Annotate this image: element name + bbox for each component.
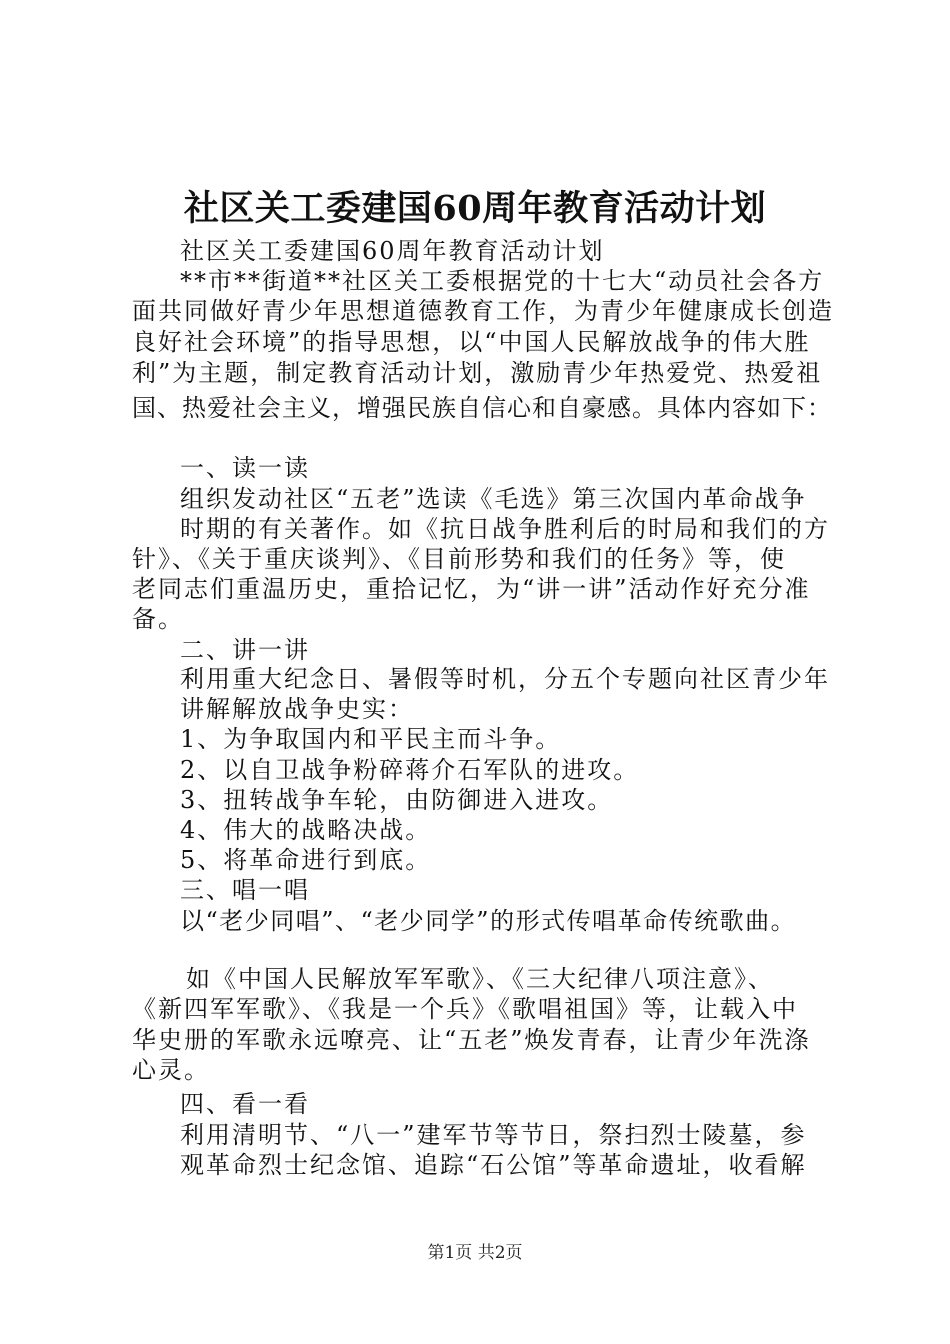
text-line: 心灵。	[132, 1056, 210, 1084]
text-line: 国、热爱社会主义，增强民族自信心和自豪感。具体内容如下：	[132, 394, 832, 422]
list-item: 5、将革命进行到底。	[180, 846, 432, 874]
list-item: 4、伟大的战略决战。	[180, 816, 432, 844]
section-heading: 二、讲一讲	[180, 636, 310, 664]
text-line: 老同志们重温历史，重拾记忆，为“讲一讲”活动作好充分准	[132, 575, 811, 603]
text-line: 利用重大纪念日、暑假等时机，分五个专题向社区青少年	[180, 665, 830, 693]
section-heading: 一、读一读	[180, 454, 310, 482]
text-line: 备。	[132, 605, 184, 633]
text-line: 利”为主题，制定教育活动计划，激励青少年热爱党、热爱祖	[132, 359, 823, 387]
text-line: 以“老少同唱”、“老少同学”的形式传唱革命传统歌曲。	[180, 907, 797, 935]
list-item: 2、以自卫战争粉碎蒋介石军队的进攻。	[180, 756, 640, 784]
section-heading: 四、看一看	[180, 1090, 310, 1118]
text-line: 组织发动社区“五老”选读《毛选》第三次国内革命战争	[180, 485, 807, 513]
text-line: 针》、《关于重庆谈判》、《目前形势和我们的任务》等，使	[132, 545, 786, 573]
page-number-footer: 第1页 共2页	[427, 1243, 523, 1263]
text-line: 如《中国人民解放军军歌》、《三大纪律八项注意》、	[186, 965, 774, 993]
text-line: 良好社会环境”的指导思想，以“中国人民解放战争的伟大胜	[132, 328, 811, 356]
text-line: 面共同做好青少年思想道德教育工作，为青少年健康成长创造	[132, 297, 834, 325]
text-line: 时期的有关著作。如《抗日战争胜利后的时局和我们的方	[180, 515, 830, 543]
text-line: 社区关工委建国60周年教育活动计划	[180, 237, 605, 265]
section-heading: 三、唱一唱	[180, 876, 310, 904]
list-item: 3、扭转战争车轮，由防御进入进攻。	[180, 786, 614, 814]
text-line: 利用清明节、“八一”建军节等节日，祭扫烈士陵墓，参	[180, 1121, 807, 1149]
document-title: 社区关工委建国60周年教育活动计划	[183, 188, 767, 229]
text-line: 《新四军军歌》、《我是一个兵》《歌唱祖国》等，让载入中	[132, 995, 798, 1023]
list-item: 1、为争取国内和平民主而斗争。	[180, 725, 562, 753]
text-line: 讲解解放战争史实：	[180, 695, 414, 723]
text-line: 观革命烈士纪念馆、追踪“石公馆”等革命遗址，收看解	[180, 1151, 807, 1179]
text-line: 华史册的军歌永远嘹亮、让“五老”焕发青春，让青少年洗涤	[132, 1026, 811, 1054]
text-line: **市**街道**社区关工委根据党的十七大“动员社会各方	[180, 267, 825, 295]
